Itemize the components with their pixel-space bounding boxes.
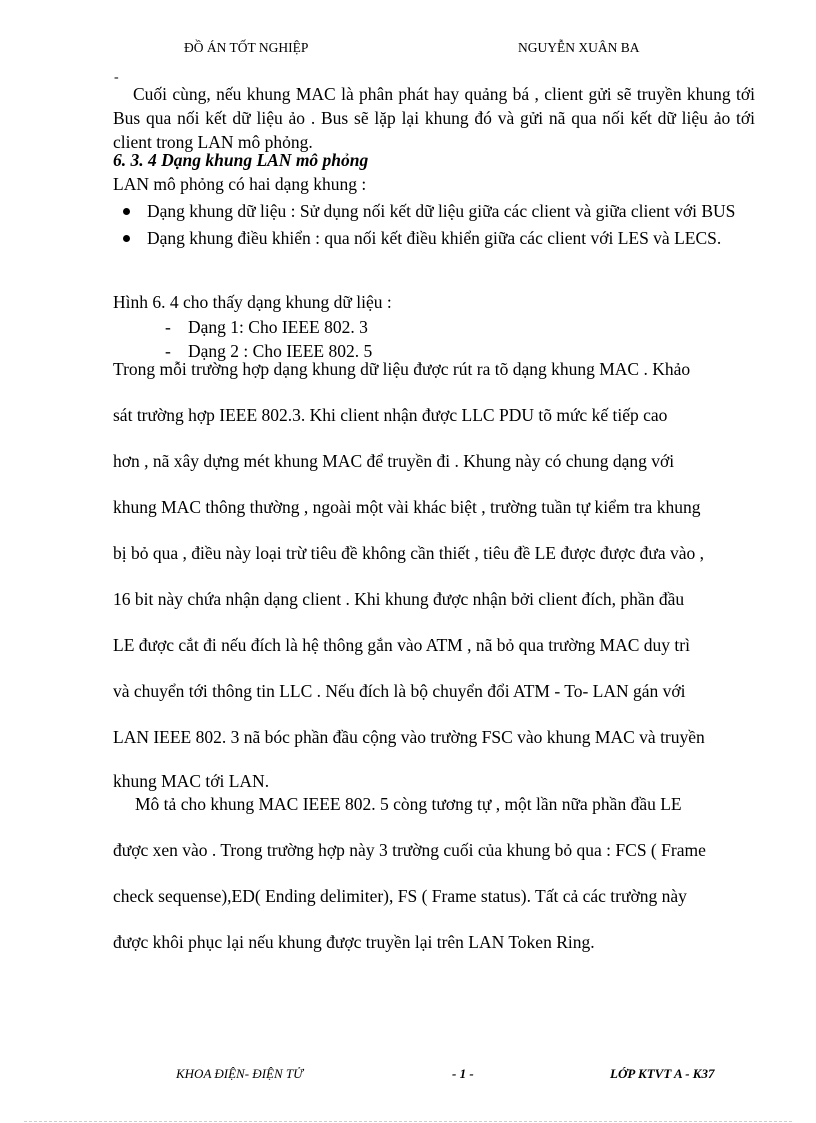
header-right: NGUYỄN XUÂN BA (518, 40, 640, 55)
body-line: được khôi phục lại nếu khung được truyền lại trên LAN Token Ring. (113, 932, 595, 952)
page-number: - 1 - (452, 1066, 474, 1081)
body-line: khung MAC thông thường , ngoài một vài khác biệt , trường tuần tự kiểm tra khung (113, 497, 701, 517)
body-line: check sequense),ED( Ending delimiter), FS ( Frame status). Tất cả các trường này (113, 886, 687, 906)
body-line: Trong mỗi trường hợp dạng khung dữ liệu được rút ra tõ dạng khung MAC . Khảo (113, 359, 691, 379)
bullet-dot-icon (123, 235, 130, 242)
intro-text: LAN mô phỏng có hai dạng khung : (113, 174, 367, 194)
header-left: ĐỒ ÁN TỐT NGHIỆP (184, 40, 309, 55)
bullet-list (120, 199, 750, 253)
body-line: LE được cắt đi nếu đích là hệ thông gắn vào ATM , nã bỏ qua trường MAC duy trì (113, 635, 690, 655)
dash-list-item: - Dạng 1: Cho IEEE 802. 3 (165, 317, 368, 337)
bullet-item: Dạng khung điều khiển : qua nối kết điều khiển giữa các client với LES và LECS. (120, 226, 750, 250)
body-line: 16 bit này chứa nhận dạng client . Khi khung được nhận bởi client đích, phần đầu (113, 589, 685, 609)
dash-mark: - (114, 70, 119, 85)
body-line: sát trường hợp IEEE 802.3. Khi client nhận được LLC PDU tõ mức kế tiếp cao (113, 405, 668, 425)
bullet-item: Dạng khung dữ liệu : Sử dụng nối kết dữ liệu giữa các client và giữa client với BUS (120, 199, 750, 223)
footer-right: LỚP KTVT A - K37 (610, 1066, 715, 1081)
dash-list (165, 315, 372, 363)
footer-left: KHOA ĐIỆN- ĐIỆN TỬ (176, 1066, 303, 1081)
body-line: bị bỏ qua , điều này loại trừ tiêu đề không cần thiết , tiêu đề LE được được đưa vào , (113, 543, 705, 563)
bullet-dot-icon (123, 208, 130, 215)
paragraph-1: Cuối cùng, nếu khung MAC là phân phát hay quảng bá , client gửi sẽ truyền khung tới Bus qua nối kết dữ liệu ảo . Bus sẽ lặp lại khung đó và gửi nã qua nối kết dữ liệu ảo tới client trong LAN mô phỏng. (113, 84, 755, 152)
body-line: khung MAC tới LAN. (113, 771, 270, 791)
page-bottom-rule (24, 1121, 792, 1122)
body-line: được xen vào . Trong trường hợp này 3 trường cuối của khung bỏ qua : FCS ( Frame (113, 840, 706, 860)
body-line: và chuyển tới thông tin LLC . Nếu đích là bộ chuyển đổi ATM - To- LAN gán với (113, 681, 686, 701)
section-heading: 6. 3. 4 Dạng khung LAN mô phỏng (113, 150, 369, 170)
body-line: LAN IEEE 802. 3 nã bóc phần đầu cộng vào trường FSC vào khung MAC và truyền (113, 727, 705, 747)
figure-intro: Hình 6. 4 cho thấy dạng khung dữ liệu : (113, 292, 392, 312)
dash-list-item: - Dạng 2 : Cho IEEE 802. 5 (165, 341, 373, 361)
body-line: Mô tả cho khung MAC IEEE 802. 5 còng tương tự , một lần nữa phần đầu LE (135, 794, 682, 814)
body-line: hơn , nã xây dựng mét khung MAC để truyền đi . Khung này có chung dạng với (113, 451, 675, 471)
